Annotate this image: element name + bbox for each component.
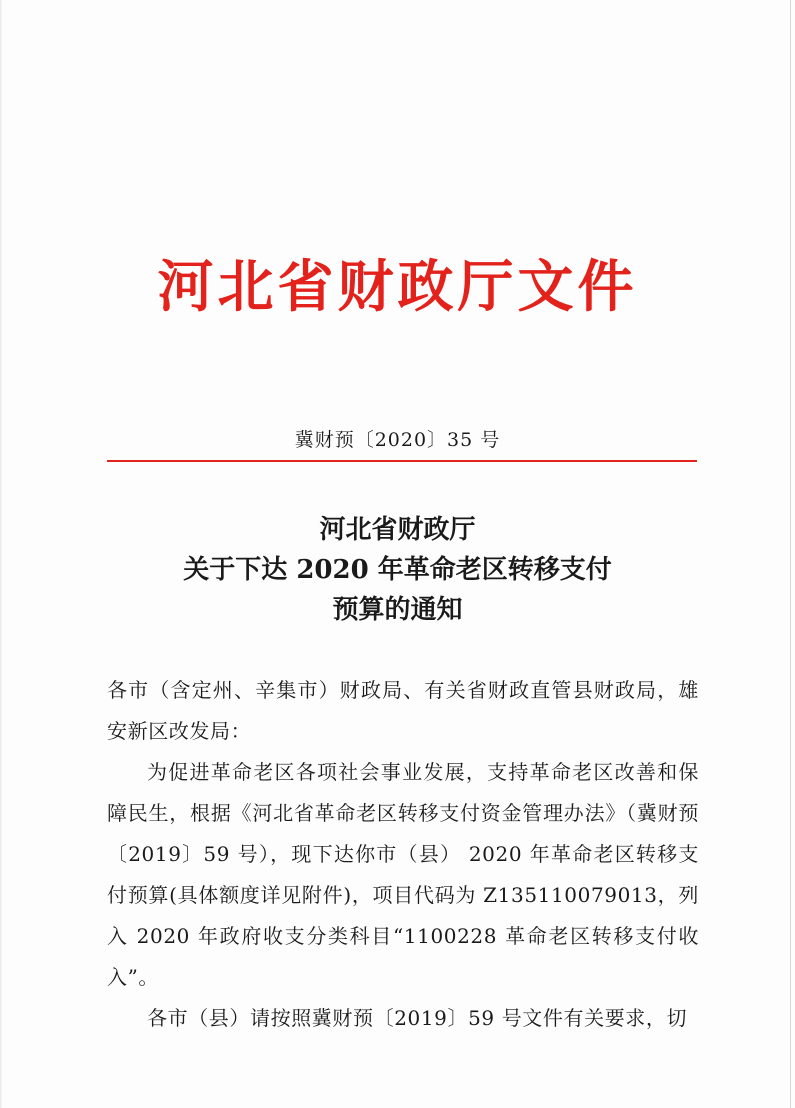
notice-title — [0, 510, 795, 630]
document-number: 冀财预〔2020〕35 号 — [294, 429, 501, 451]
salutation: 各市（含定州、辛集市）财政局、有关省财政直管县财政局，雄安新区改发局： — [107, 678, 699, 743]
title-line-1: 河北省财政厅 — [319, 515, 476, 545]
masthead-title: 河北省财政厅文件 — [157, 255, 638, 320]
body-paragraph-2: 各市（县）请按照冀财预〔2019〕59 号文件有关要求，切 — [147, 1006, 688, 1030]
title-line-3: 预算的通知 — [332, 595, 463, 625]
red-separator-line — [107, 460, 697, 462]
notice-body — [107, 670, 699, 1039]
body-paragraph-1: 为促进革命老区各项社会事业发展，支持革命老区改善和保障民生，根据《河北省革命老区转移支付资金管理办法》（冀财预〔2019〕59 号），现下达你市（县） 2020 年革命老区转移支付预算(具体额度详见附件)，项目代码为 Z135110079013，列入 2020 年政府收支分类科目“1100228 革命老区转移支付收入”。 — [107, 760, 699, 989]
title-line-2: 关于下达 2020 年革命老区转移支付 — [183, 555, 612, 585]
